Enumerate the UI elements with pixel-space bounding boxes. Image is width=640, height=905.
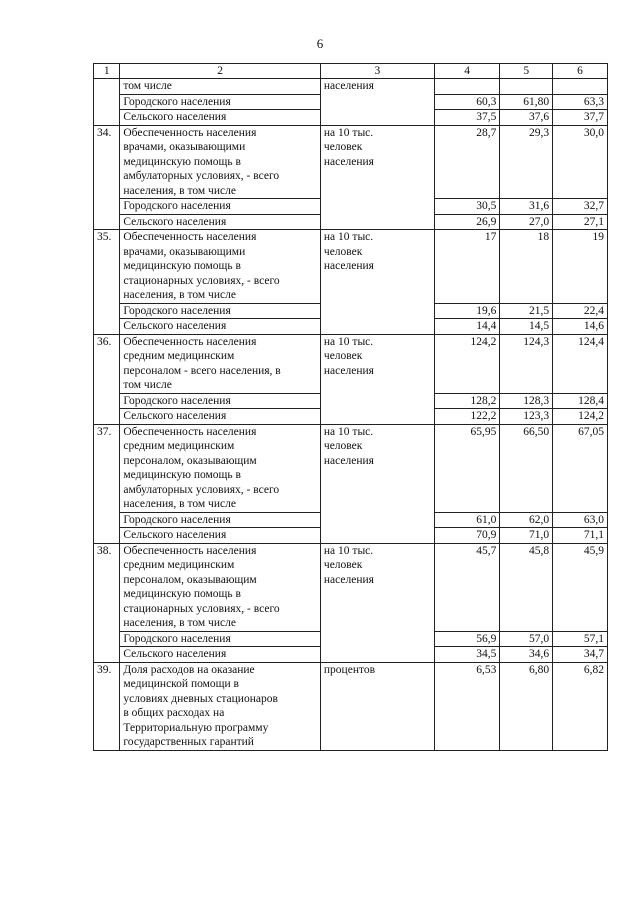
sub-row-label: Городского населения	[120, 631, 321, 647]
column-number-header-row	[94, 64, 608, 79]
unit-line: населения	[323, 155, 374, 168]
value-cell: 34,7	[553, 647, 608, 663]
indicator-row	[94, 125, 608, 199]
description-line: Территориальную программу	[123, 721, 269, 734]
sub-row-label: Городского населения	[120, 512, 321, 528]
unit-line: населения	[323, 260, 374, 272]
unit-line: на 10 тыс.	[323, 126, 374, 139]
row-number-cell	[94, 79, 120, 126]
value-cell: 45,8	[500, 543, 553, 631]
value-cell: 34,5	[434, 647, 499, 663]
value-cell: 26,9	[434, 214, 499, 230]
value-cell: 123,3	[500, 409, 553, 425]
col-header: 2	[120, 64, 321, 79]
value-cell: 28,7	[434, 125, 499, 199]
description-line: персоналом, оказывающим	[123, 573, 257, 586]
unit-line: человек	[323, 559, 363, 571]
value-cell: 32,7	[553, 199, 608, 215]
description-line: Обеспеченность населения	[123, 231, 257, 243]
value-cell: 14,6	[553, 319, 608, 335]
description-line: медицинской помощи в	[123, 678, 239, 690]
value-cell: 128,3	[500, 393, 553, 409]
unit-cell	[320, 125, 434, 230]
sub-row-label: Сельского населения	[120, 319, 321, 335]
col-header: 5	[500, 64, 553, 79]
description-line: населения, в том числе	[123, 184, 236, 197]
value-cell: 71,0	[500, 528, 553, 544]
indicator-description	[120, 334, 321, 393]
indicator-row	[94, 662, 608, 750]
value-cell: 61,0	[434, 512, 499, 528]
value-cell: 31,6	[500, 199, 553, 215]
description-line: Доля расходов на оказание	[123, 663, 255, 676]
unit-cell	[320, 543, 434, 662]
unit-line: человек	[323, 440, 363, 452]
description-line: медицинскую помощь в	[123, 260, 241, 272]
sub-row-label: Сельского населения	[120, 528, 321, 544]
value-cell: 62,0	[500, 512, 553, 528]
unit-cell	[320, 662, 434, 750]
unit-line: населения	[323, 454, 374, 467]
description-line: амбулаторных условиях, - всего	[123, 483, 280, 496]
description-line: медицинскую помощь в	[123, 155, 241, 168]
value-cell: 6,80	[500, 662, 553, 750]
indicator-description	[120, 543, 321, 631]
sub-row-label: Сельского населения	[120, 647, 321, 663]
sub-row-label: Городского населения	[120, 94, 321, 110]
sub-row-label: Сельского населения	[120, 214, 321, 230]
value-cell: 122,2	[434, 409, 499, 425]
description-line: персоналом - всего населения, в	[123, 364, 281, 377]
row-number-cell: 39.	[94, 662, 120, 750]
col-header: 6	[553, 64, 608, 79]
value-cell: 65,95	[434, 424, 499, 512]
row-number-cell: 35.	[94, 230, 120, 335]
description-line: медицинскую помощь в	[123, 588, 241, 600]
description-line: врачами, оказывающими	[123, 141, 246, 153]
value-cell: 45,9	[553, 543, 608, 631]
value-cell: 14,4	[434, 319, 499, 335]
value-cell: 21,5	[500, 303, 553, 319]
description-line: стационарных условиях, - всего	[123, 274, 280, 287]
unit-cell	[320, 230, 434, 335]
sub-row-label: Сельского населения	[120, 110, 321, 126]
row-number-cell: 36.	[94, 334, 120, 424]
value-cell: 71,1	[553, 528, 608, 544]
value-cell: 124,3	[500, 334, 553, 393]
col-header: 3	[320, 64, 434, 79]
unit-line: на 10 тыс.	[323, 425, 374, 438]
value-cell: 6,82	[553, 662, 608, 750]
description-line: населения, в том числе	[123, 498, 236, 510]
description-line: стационарных условиях, - всего	[123, 602, 280, 615]
value-cell	[500, 79, 553, 95]
unit-cell	[320, 424, 434, 543]
value-cell: 124,4	[553, 334, 608, 393]
indicator-description	[120, 230, 321, 304]
value-cell: 66,50	[500, 424, 553, 512]
value-cell: 14,5	[500, 319, 553, 335]
value-cell: 27,0	[500, 214, 553, 230]
unit-line: на 10 тыс.	[323, 231, 374, 243]
indicator-row	[94, 334, 608, 393]
indicator-description: том числе	[120, 79, 321, 95]
sub-row-label: Городского населения	[120, 303, 321, 319]
unit-line: человек	[323, 350, 363, 362]
unit-line: населения	[323, 573, 374, 586]
value-cell: 61,80	[500, 94, 553, 110]
description-line: врачами, оказывающими	[123, 245, 246, 258]
description-line: амбулаторных условиях, - всего	[123, 170, 280, 182]
unit-line: человек	[323, 141, 363, 153]
description-line: средним медицинским	[123, 440, 235, 452]
sub-row-label: Городского населения	[120, 199, 321, 215]
value-cell: 56,9	[434, 631, 499, 647]
indicator-row	[94, 230, 608, 304]
value-cell: 57,0	[500, 631, 553, 647]
description-line: средним медицинским	[123, 559, 235, 571]
value-cell	[434, 79, 499, 95]
description-line: в общих расходах на	[123, 707, 225, 719]
value-cell: 30,0	[553, 125, 608, 199]
indicators-table	[93, 63, 608, 751]
unit-line: человек	[323, 245, 363, 258]
value-cell: 67,05	[553, 424, 608, 512]
sub-row-label: Городского населения	[120, 393, 321, 409]
row-number-cell: 38.	[94, 543, 120, 662]
value-cell: 60,3	[434, 94, 499, 110]
value-cell: 128,4	[553, 393, 608, 409]
col-header: 4	[434, 64, 499, 79]
description-line: населения, в том числе	[123, 289, 236, 301]
value-cell: 19	[553, 230, 608, 304]
sub-row-label: Сельского населения	[120, 409, 321, 425]
row-number-cell: 37.	[94, 424, 120, 543]
description-line: Обеспеченность населения	[123, 425, 257, 438]
description-line: персоналом, оказывающим	[123, 454, 257, 467]
value-cell: 57,1	[553, 631, 608, 647]
value-cell: 63,3	[553, 94, 608, 110]
value-cell: 37,5	[434, 110, 499, 126]
value-cell: 128,2	[434, 393, 499, 409]
value-cell	[553, 79, 608, 95]
col-header: 1	[94, 64, 120, 79]
description-line: Обеспеченность населения	[123, 335, 257, 348]
value-cell: 37,6	[500, 110, 553, 126]
value-cell: 19,6	[434, 303, 499, 319]
value-cell: 6,53	[434, 662, 499, 750]
description-line: Обеспеченность населения	[123, 126, 257, 139]
unit-cell: населения	[320, 79, 434, 126]
value-cell: 34,6	[500, 647, 553, 663]
value-cell: 124,2	[553, 409, 608, 425]
description-line: условиях дневных стационаров	[123, 692, 278, 705]
description-line: том числе	[123, 379, 172, 391]
value-cell: 18	[500, 230, 553, 304]
page-number: 6	[316, 36, 324, 51]
value-cell: 27,1	[553, 214, 608, 230]
indicator-description	[120, 125, 321, 199]
unit-line: населения	[323, 364, 374, 377]
value-cell: 63,0	[553, 512, 608, 528]
description-line: Обеспеченность населения	[123, 544, 257, 557]
indicator-row	[94, 543, 608, 631]
description-line: средним медицинским	[123, 350, 235, 362]
value-cell: 124,2	[434, 334, 499, 393]
indicator-description	[120, 424, 321, 512]
value-cell: 45,7	[434, 543, 499, 631]
unit-line: на 10 тыс.	[323, 335, 374, 348]
value-cell: 30,5	[434, 199, 499, 215]
value-cell: 70,9	[434, 528, 499, 544]
continuation-row	[94, 79, 608, 95]
value-cell: 29,3	[500, 125, 553, 199]
value-cell: 17	[434, 230, 499, 304]
description-line: государственных гарантий	[123, 736, 254, 748]
row-number-cell: 34.	[94, 125, 120, 230]
unit-line: процентов	[323, 663, 376, 676]
value-cell: 22,4	[553, 303, 608, 319]
indicator-row	[94, 424, 608, 512]
value-cell: 37,7	[553, 110, 608, 126]
description-line: населения, в том числе	[123, 617, 236, 629]
description-line: медицинскую помощь в	[123, 469, 241, 481]
indicator-description	[120, 662, 321, 750]
unit-cell	[320, 334, 434, 424]
unit-line: на 10 тыс.	[323, 544, 374, 557]
